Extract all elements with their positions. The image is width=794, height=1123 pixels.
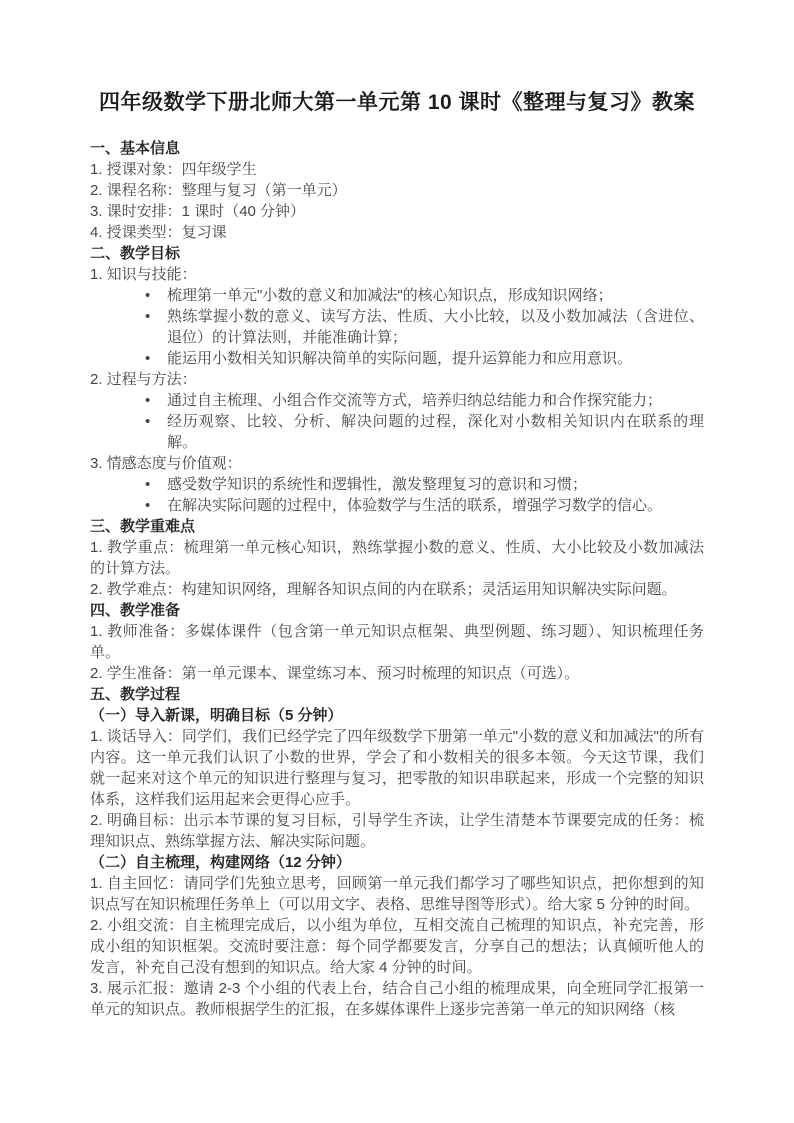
bullet-list — [90, 390, 704, 453]
paragraph: 1. 谈话导入：同学们，我们已经学完了四年级数学下册第一单元"小数的意义和加减法"的所有内容。这一单元我们认识了小数的世界，学会了和小数相关的很多本领。今天这节课，我们就一起来对这个单元的知识进行整理与复习，把零散的知识串联起来，形成一个完整的知识体系，这样我们运用起来会更得心应手。 — [90, 728, 704, 808]
paragraph: 1. 教师准备：多媒体课件（包含第一单元知识点框架、典型例题、练习题）、知识梳理任务单。 — [90, 623, 704, 661]
paragraph: 2. 明确目标：出示本节课的复习目标，引导学生齐读，让学生清楚本节课要完成的任务：梳理知识点、熟练掌握方法、解决实际问题。 — [90, 812, 704, 850]
bullet-item: • 梳理第一单元"小数的意义和加减法"的核心知识点，形成知识网络； — [143, 285, 704, 306]
bullet-item: • 在解决实际问题的过程中，体验数学与生活的联系，增强学习数学的信心。 — [143, 495, 704, 516]
paragraph: 1. 知识与技能： — [90, 266, 197, 283]
section-heading-basic-info: 一、基本信息 — [90, 140, 181, 157]
section-teaching-process — [90, 684, 704, 1020]
bullet-item: • 感受数学知识的系统性和逻辑性，激发整理复习的意识和习惯； — [143, 474, 704, 495]
paragraph: 2. 课程名称：整理与复习（第一单元） — [90, 182, 347, 199]
section-teaching-goals — [90, 243, 704, 516]
section-preparation — [90, 600, 704, 684]
paragraph: 2. 教学难点：构建知识网络，理解各知识点间的内在联系；灵活运用知识解决实际问题。 — [90, 581, 677, 598]
paragraph: 2. 过程与方法： — [90, 371, 197, 388]
subsection-heading-self-review: （二）自主梳理，构建网络（12 分钟） — [90, 854, 351, 871]
section-basic-info — [90, 138, 704, 243]
bullet-item: • 能运用小数相关知识解决简单的实际问题，提升运算能力和应用意识。 — [143, 348, 704, 369]
bullet-list — [90, 285, 704, 369]
bullet-item: • 通过自主梳理、小组合作交流等方式，培养归纳总结能力和合作探究能力； — [143, 390, 704, 411]
section-heading-preparation: 四、教学准备 — [90, 602, 181, 619]
section-heading-teaching-process: 五、教学过程 — [90, 686, 181, 703]
paragraph: 3. 展示汇报：邀请 2-3 个小组的代表上台，结合自己小组的梳理成果，向全班同学汇报第一单元的知识点。教师根据学生的汇报，在多媒体课件上逐步完善第一单元的知识网络（核 — [90, 980, 704, 1018]
bullet-item: • 经历观察、比较、分析、解决问题的过程，深化对小数相关知识内在联系的理解。 — [143, 411, 704, 453]
paragraph: 1. 授课对象：四年级学生 — [90, 161, 257, 178]
paragraph: 2. 学生准备：第一单元课本、课堂练习本、预习时梳理的知识点（可选）。 — [90, 665, 580, 682]
subsection-heading-intro: （一）导入新课，明确目标（5 分钟） — [90, 707, 343, 724]
bullet-item: • 熟练掌握小数的意义、读写方法、性质、大小比较，以及小数加减法（含进位、退位）的计算法则，并能准确计算； — [143, 306, 704, 348]
paragraph: 1. 自主回忆：请同学们先独立思考，回顾第一单元我们都学习了哪些知识点，把你想到的知识点写在知识梳理任务单上（可以用文字、表格、思维导图等形式）。给大家 5 分钟的时间。 — [90, 875, 704, 913]
paragraph: 3. 情感态度与价值观： — [90, 455, 242, 472]
paragraph: 1. 教学重点：梳理第一单元核心知识，熟练掌握小数的意义、性质、大小比较及小数加减法的计算方法。 — [90, 539, 704, 577]
paragraph: 2. 小组交流：自主梳理完成后，以小组为单位，互相交流自己梳理的知识点，补充完善，形成小组的知识框架。交流时要注意：每个同学都要发言，分享自己的想法；认真倾听他人的发言，补充自己没有想到的知识点。给大家 4 分钟的时间。 — [90, 917, 704, 976]
bullet-list — [90, 474, 704, 516]
section-key-difficult-points — [90, 516, 704, 600]
paragraph: 4. 授课类型：复习课 — [90, 224, 227, 241]
paragraph: 3. 课时安排：1 课时（40 分钟） — [90, 203, 306, 220]
section-heading-teaching-goals: 二、教学目标 — [90, 245, 181, 262]
section-heading-key-difficult-points: 三、教学重难点 — [90, 518, 196, 535]
document-title: 四年级数学下册北师大第一单元第 10 课时《整理与复习》教案 — [98, 91, 696, 114]
